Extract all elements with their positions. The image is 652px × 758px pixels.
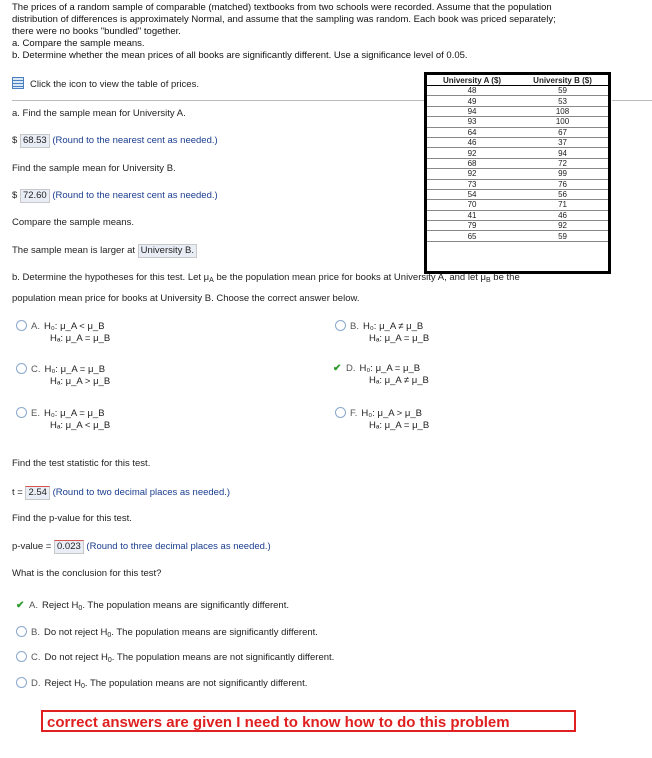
p-hint: (Round to three decimal places as needed.) bbox=[86, 541, 271, 552]
subscript: B bbox=[486, 277, 491, 284]
compare-prefix: The sample mean is larger at bbox=[12, 245, 136, 256]
table-row bbox=[427, 210, 608, 220]
radio-button[interactable] bbox=[335, 407, 346, 418]
table-link-row[interactable] bbox=[12, 77, 199, 91]
user-note-banner: correct answers are given I need to know how to do this problem bbox=[41, 710, 576, 732]
table-cell: 79 bbox=[427, 221, 517, 231]
question-test-statistic: Find the test statistic for this test. bbox=[12, 458, 151, 469]
table-cell: 94 bbox=[517, 148, 608, 158]
radio-button[interactable] bbox=[16, 677, 27, 688]
table-cell: 108 bbox=[517, 106, 608, 116]
table-cell: 64 bbox=[427, 127, 517, 137]
mean-a-answer[interactable]: 68.53 bbox=[20, 134, 50, 148]
table-row bbox=[427, 231, 608, 241]
h0-text: H₀: μ_A = μ_B bbox=[44, 364, 106, 375]
table-cell: 37 bbox=[517, 137, 608, 147]
checkmark-icon: ✔ bbox=[16, 600, 25, 611]
option-text: . The population means are significantly different. bbox=[82, 600, 289, 611]
table-cell: 72 bbox=[517, 158, 608, 168]
h0-text: H₀: μ_A = μ_B bbox=[43, 408, 105, 419]
h0-text: H₀: μ_A = μ_B bbox=[359, 363, 421, 374]
ha-text: Hₐ: μ_A ≠ μ_B bbox=[369, 375, 429, 386]
table-cell: 46 bbox=[427, 137, 517, 147]
table-row bbox=[427, 96, 608, 106]
radio-button[interactable] bbox=[16, 320, 27, 331]
option-letter: F. bbox=[350, 408, 358, 419]
prompt-text: be the population mean price for books at University A, and let μ bbox=[213, 272, 486, 283]
table-cell: 65 bbox=[427, 231, 517, 241]
table-cell: 59 bbox=[517, 86, 608, 96]
option-letter: A. bbox=[29, 600, 38, 611]
p-value-row bbox=[12, 540, 271, 554]
question-mean-b: Find the sample mean for University B. bbox=[12, 163, 176, 174]
subscript: A bbox=[209, 277, 214, 284]
h0-text: H₀: μ_A < μ_B bbox=[43, 321, 105, 332]
table-cell: 71 bbox=[517, 200, 608, 210]
hypothesis-option-a[interactable] bbox=[16, 320, 110, 345]
option-text: Reject H bbox=[41, 600, 79, 611]
hypotheses-prompt bbox=[12, 272, 642, 305]
radio-button[interactable] bbox=[16, 651, 27, 662]
checkmark-icon: ✔ bbox=[333, 363, 342, 374]
table-cell: 99 bbox=[517, 169, 608, 179]
divider bbox=[12, 100, 424, 101]
problem-line: a. Compare the sample means. bbox=[12, 38, 145, 49]
question-p-value: Find the p-value for this test. bbox=[12, 513, 132, 524]
table-cell: 54 bbox=[427, 189, 517, 199]
problem-line: distribution of differences is approximately Normal, and assume that the sampling was random. Each book was priced separately; bbox=[12, 14, 556, 25]
dollar-sign: $ bbox=[12, 190, 18, 201]
table-row bbox=[427, 117, 608, 127]
option-letter: D. bbox=[346, 363, 356, 374]
table-row bbox=[427, 106, 608, 116]
prompt-text: b. Determine the hypotheses for this test. Let μ bbox=[12, 272, 210, 283]
conclusion-option-c[interactable]: C. Do not reject $H_0$. The population means are not significantly different. bbox=[16, 651, 334, 667]
hypothesis-option-d[interactable] bbox=[333, 363, 429, 387]
table-icon[interactable] bbox=[12, 77, 24, 89]
table-cell: 73 bbox=[427, 179, 517, 189]
table-link-text: Click the icon to view the table of prices. bbox=[30, 79, 199, 90]
option-text: Do not reject H bbox=[43, 627, 108, 638]
answer-mean-a-row bbox=[12, 134, 218, 148]
option-text: Reject H bbox=[44, 678, 81, 689]
option-letter: C. bbox=[31, 364, 41, 375]
table-row bbox=[427, 148, 608, 158]
divider bbox=[612, 100, 652, 101]
problem-line: there were no books "bundled" together. bbox=[12, 26, 181, 37]
mean-a-hint: (Round to the nearest cent as needed.) bbox=[52, 135, 218, 146]
table-cell: 92 bbox=[517, 221, 608, 231]
question-conclusion: What is the conclusion for this test? bbox=[12, 568, 162, 579]
prompt-text: population mean price for books at University B. Choose the correct answer below. bbox=[12, 293, 360, 304]
table-row bbox=[427, 221, 608, 231]
t-prefix: t = bbox=[12, 487, 23, 498]
radio-button[interactable] bbox=[16, 363, 27, 374]
option-letter: B. bbox=[350, 321, 359, 332]
hypothesis-option-e[interactable] bbox=[16, 407, 110, 432]
option-text: Do not reject H bbox=[44, 652, 108, 663]
table-cell: 53 bbox=[517, 96, 608, 106]
ha-text: Hₐ: μ_A > μ_B bbox=[50, 376, 111, 387]
conclusion-option-a[interactable]: ✔ A. Reject $H_0$. The population means are significantly different. bbox=[16, 600, 289, 612]
dollar-sign: $ bbox=[12, 135, 18, 146]
option-letter: C. bbox=[31, 652, 41, 663]
table-row bbox=[427, 86, 608, 96]
column-header: University B ($) bbox=[517, 75, 608, 86]
option-text: . The population means are not significantly different. bbox=[111, 652, 335, 663]
table-cell: 46 bbox=[517, 210, 608, 220]
table-row bbox=[427, 179, 608, 189]
p-prefix: p-value = bbox=[12, 541, 52, 552]
column-header: University A ($) bbox=[427, 75, 517, 86]
table-cell: 41 bbox=[427, 210, 517, 220]
mean-b-hint: (Round to the nearest cent as needed.) bbox=[52, 190, 218, 201]
table-row bbox=[427, 200, 608, 210]
option-letter: D. bbox=[31, 678, 41, 689]
table-row bbox=[427, 169, 608, 179]
table-cell: 92 bbox=[427, 148, 517, 158]
ha-text: Hₐ: μ_A < μ_B bbox=[50, 420, 111, 431]
radio-button[interactable] bbox=[335, 320, 346, 331]
option-text: . The population means are not significantly different. bbox=[84, 678, 308, 689]
problem-line: The prices of a random sample of comparable (matched) textbooks from two schools were recorded. Assume that the population bbox=[12, 2, 552, 13]
test-statistic-row bbox=[12, 486, 230, 500]
table-row bbox=[427, 189, 608, 199]
conclusion-option-b[interactable]: B. Do not reject $H_0$. The population means are significantly different. bbox=[16, 626, 318, 642]
table-cell: 94 bbox=[427, 106, 517, 116]
mean-b-answer[interactable]: 72.60 bbox=[20, 189, 50, 203]
option-letter: B. bbox=[31, 627, 40, 638]
option-letter: E. bbox=[31, 408, 40, 419]
table-cell: 56 bbox=[517, 189, 608, 199]
table-cell: 76 bbox=[517, 179, 608, 189]
table-cell: 100 bbox=[517, 117, 608, 127]
ha-text: Hₐ: μ_A = μ_B bbox=[369, 333, 430, 344]
table-cell: 70 bbox=[427, 200, 517, 210]
table-cell: 59 bbox=[517, 231, 608, 241]
t-hint: (Round to two decimal places as needed.) bbox=[52, 487, 231, 498]
compare-answer[interactable]: University B. bbox=[138, 244, 197, 258]
option-letter: A. bbox=[31, 321, 40, 332]
table-cell: 93 bbox=[427, 117, 517, 127]
radio-button[interactable] bbox=[16, 626, 27, 637]
h0-text: H₀: μ_A ≠ μ_B bbox=[362, 321, 424, 332]
price-table bbox=[424, 72, 611, 274]
table-row bbox=[427, 158, 608, 168]
table-row bbox=[427, 137, 608, 147]
table-cell: 67 bbox=[517, 127, 608, 137]
table-cell: 92 bbox=[427, 169, 517, 179]
compare-answer-row bbox=[12, 244, 197, 258]
problem-line: b. Determine whether the mean prices of all books are significantly different. Use a significance level of 0.05. bbox=[12, 50, 468, 61]
conclusion-option-d[interactable]: D. Reject $H_0$. The population means are not significantly different. bbox=[16, 677, 307, 693]
table-row bbox=[427, 127, 608, 137]
problem-statement bbox=[12, 2, 642, 62]
hypothesis-option-b[interactable] bbox=[335, 320, 429, 345]
radio-button[interactable] bbox=[16, 407, 27, 418]
h0-text: H₀: μ_A > μ_B bbox=[361, 408, 422, 419]
hypothesis-option-f[interactable] bbox=[335, 407, 429, 432]
p-answer[interactable]: 0.023 bbox=[54, 540, 84, 554]
ha-text: Hₐ: μ_A = μ_B bbox=[369, 420, 430, 431]
question-compare: Compare the sample means. bbox=[12, 217, 134, 228]
table-cell: 49 bbox=[427, 96, 517, 106]
ha-text: Hₐ: μ_A = μ_B bbox=[50, 333, 111, 344]
question-mean-a: a. Find the sample mean for University A. bbox=[12, 108, 186, 119]
table-cell: 68 bbox=[427, 158, 517, 168]
option-text: . The population means are significantly different. bbox=[111, 627, 318, 638]
table-cell: 48 bbox=[427, 86, 517, 96]
t-answer[interactable]: 2.54 bbox=[25, 486, 50, 500]
prompt-text: be the bbox=[490, 272, 520, 283]
hypothesis-option-c[interactable] bbox=[16, 363, 110, 388]
answer-mean-b-row bbox=[12, 189, 218, 203]
